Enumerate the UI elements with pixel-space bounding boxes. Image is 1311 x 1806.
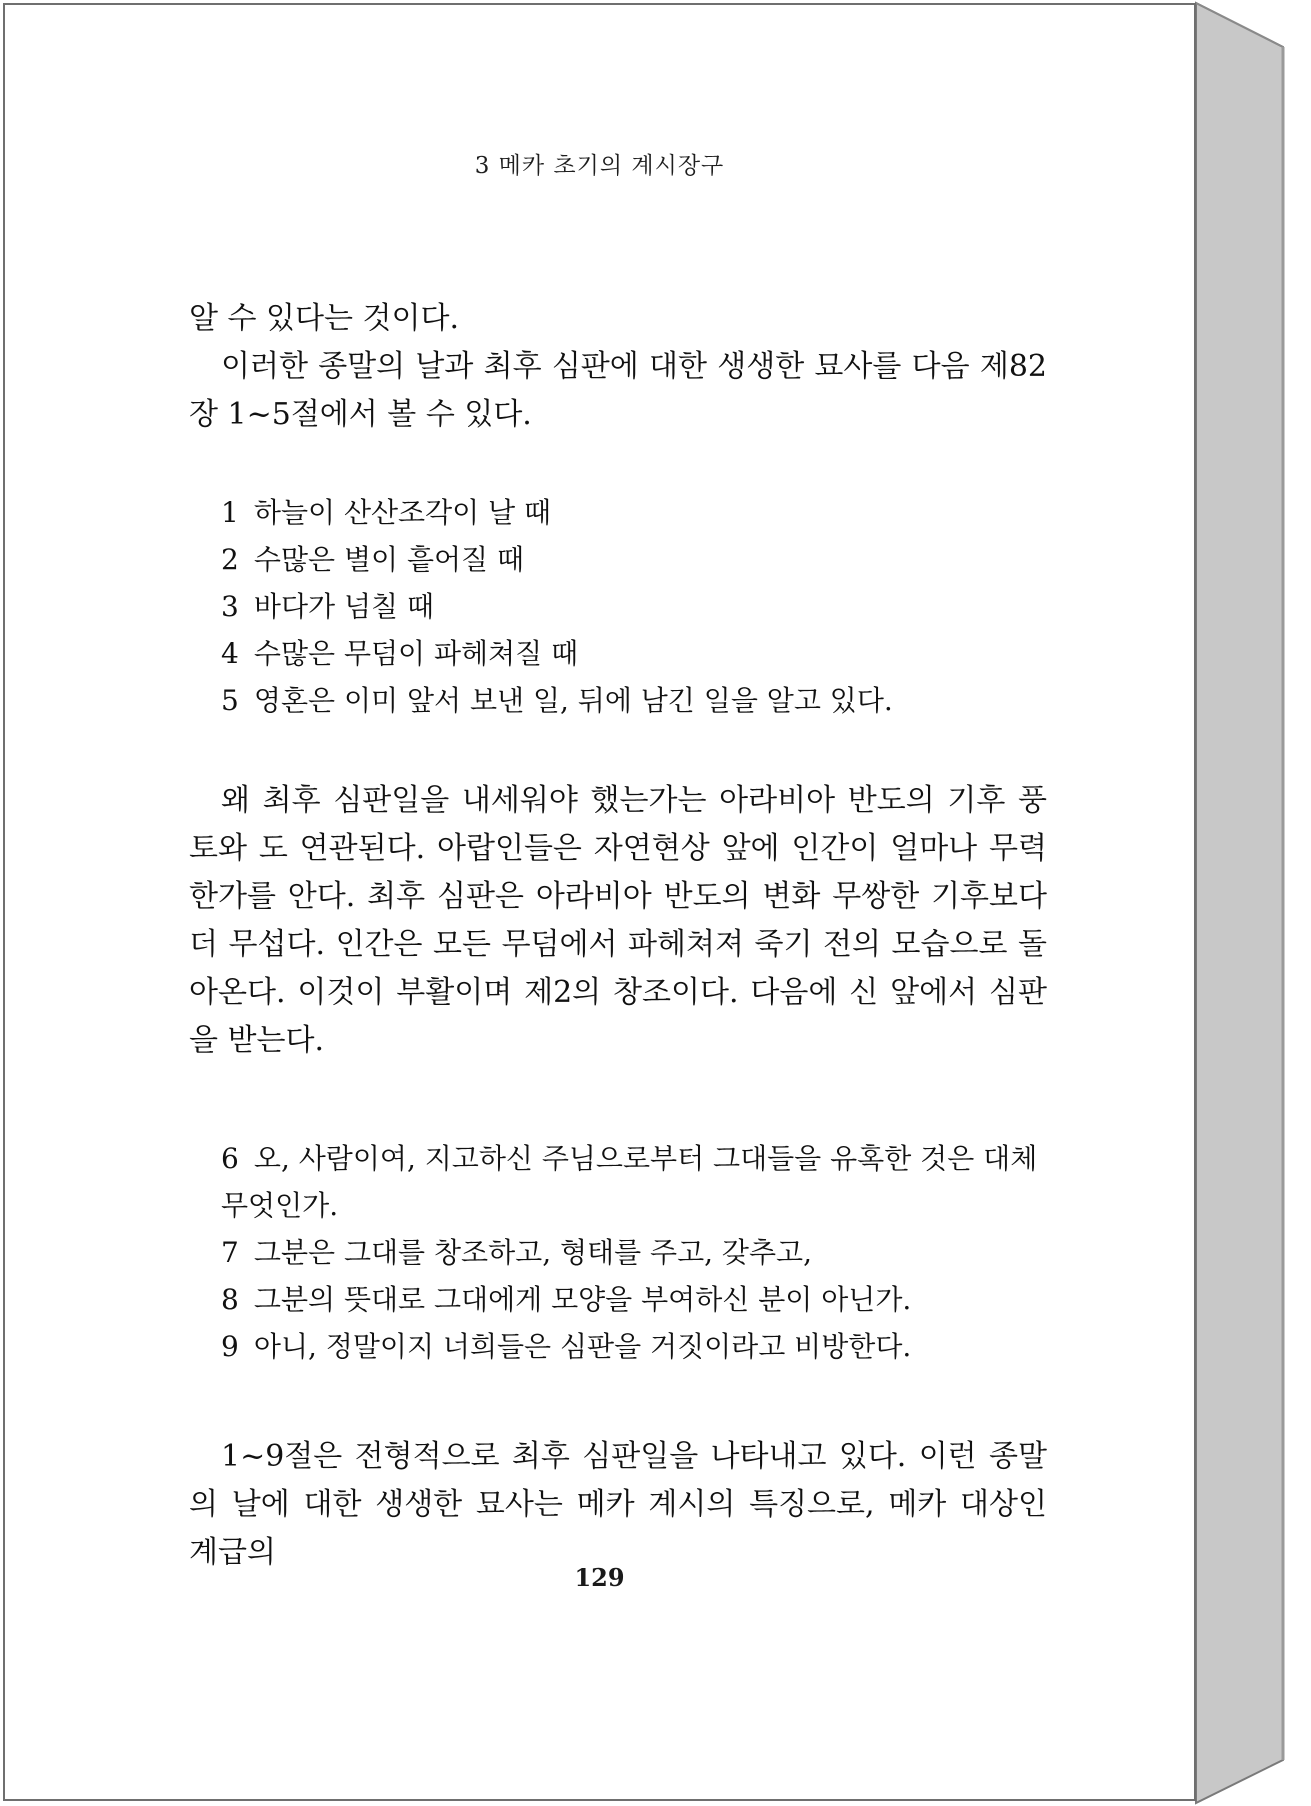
paragraph-text: 1~9절은 전형적으로 최후 심판일을 나타내고 있다. 이런 종말의 날에 대한 생생한 묘사는 메카 계시의 특징으로, 메카 대상인 계급의 [189,1439,1047,1570]
verse-text: 하늘이 산산조각이 날 때 [253,496,552,529]
verse-text: 수많은 무덤이 파헤쳐질 때 [253,637,579,670]
paragraph-block-3 [189,1433,1047,1577]
verse-number: 3 [221,590,239,623]
verse-text: 수많은 별이 흩어질 때 [253,543,525,576]
verse-text: 바다가 넘칠 때 [253,590,434,623]
verse-text: 오, 사람이여, 지고하신 주님으로부터 그대들을 유혹한 것은 대체 무엇인가. [221,1142,1038,1222]
paragraph-text: 알 수 있다는 것이다. [189,301,459,336]
verse-line [221,677,1041,724]
verse-line [221,536,1041,583]
verse-line [221,1229,1041,1276]
verse-number: 2 [221,543,239,576]
verse-number: 9 [221,1330,239,1363]
verse-number: 6 [221,1142,239,1175]
verse-line [221,1276,1041,1323]
running-head: 3 메카 초기의 계시장구 [474,153,725,179]
paragraph-block-2 [189,777,1047,1065]
verse-text: 아니, 정말이지 너희들은 심판을 거짓이라고 비방한다. [253,1330,912,1363]
verse-line [221,583,1041,630]
paragraph-text: 이러한 종말의 날과 최후 심판에 대한 생생한 묘사를 다음 제82장 1~5절에서 볼 수 있다. [189,349,1047,432]
verse-line [221,489,1041,536]
verse-number: 4 [221,637,239,670]
verse-line [221,630,1041,677]
verse-line [221,1323,1041,1370]
verse-number: 7 [221,1236,239,1269]
paragraph-continuation [189,295,1047,439]
book-page [3,3,1196,1801]
paragraph-text: 왜 최후 심판일을 내세워야 했는가는 아라비아 반도의 기후 풍토와 도 연관된다. 아랍인들은 자연현상 앞에 인간이 얼마나 무력한가를 안다. 최후 심판은 아라비아 반도의 변화 무쌍한 기후보다 더 무섭다. 인간은 모든 무덤에서 파헤쳐져 죽기 전의 모습으로 돌아온다. 이것이 부활이며 제2의 창조이다. 다음에 신 앞에서 심판을 받는다. [189,783,1047,1058]
verse-number: 8 [221,1283,239,1316]
verse-text: 그분의 뜻대로 그대에게 모양을 부여하신 분이 아닌가. [253,1283,912,1316]
verse-text: 그분은 그대를 창조하고, 형태를 주고, 갖추고, [253,1236,812,1269]
verse-list-1 [221,489,1041,724]
verse-list-2 [221,1135,1041,1370]
page-number: 129 [574,1563,625,1592]
verse-text: 영혼은 이미 앞서 보낸 일, 뒤에 남긴 일을 알고 있다. [253,684,893,717]
verse-line [221,1135,1041,1229]
verse-number: 5 [221,684,239,717]
verse-number: 1 [221,496,239,529]
